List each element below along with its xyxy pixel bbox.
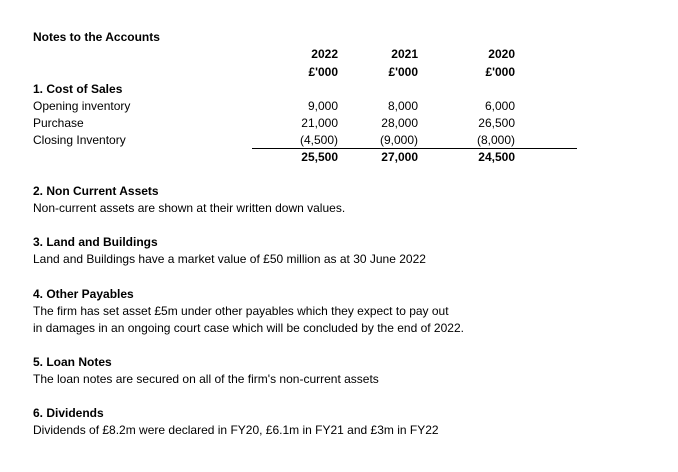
cell-closing-inventory-2022: (4,500) (299, 133, 338, 147)
cell-total-2020: 24,500 (478, 150, 515, 164)
cell-purchase-2021: 28,000 (381, 116, 418, 130)
page-title: Notes to the Accounts (33, 30, 160, 44)
cost-of-sales-heading: 1. Cost of Sales (33, 82, 123, 96)
note-6-heading: 6. Dividends (33, 406, 104, 420)
cell-purchase-2022: 21,000 (301, 116, 338, 130)
column-year-2022: 2022 (311, 47, 338, 61)
column-year-2021: 2021 (391, 47, 418, 61)
cell-closing-inventory-2021: (9,000) (379, 133, 418, 147)
row-label-purchase: Purchase (33, 116, 84, 130)
note-4-text-line-1: The firm has set asset £5m under other payables which they expect to pay out (33, 304, 449, 318)
note-2-text: Non-current assets are shown at their written down values. (33, 201, 346, 215)
note-3-heading: 3. Land and Buildings (33, 235, 158, 249)
cell-opening-inventory-2022: 9,000 (307, 99, 338, 113)
cell-opening-inventory-2020: 6,000 (484, 99, 515, 113)
cell-closing-inventory-2020: (8,000) (476, 133, 515, 147)
column-unit-2021: £'000 (388, 65, 418, 79)
note-3-text: Land and Buildings have a market value of £50 million as at 30 June 2022 (33, 252, 426, 266)
note-6-text: Dividends of £8.2m were declared in FY20, £6.1m in FY21 and £3m in FY22 (33, 423, 439, 437)
column-unit-2022: £'000 (308, 65, 338, 79)
note-4-text-line-2: in damages in an ongoing court case which will be concluded by the end of 2022. (33, 321, 464, 335)
cell-purchase-2020: 26,500 (478, 116, 515, 130)
row-label-opening-inventory: Opening inventory (33, 99, 131, 113)
note-5-text: The loan notes are secured on all of the firm's non-current assets (33, 372, 379, 386)
total-divider-line (252, 148, 577, 149)
note-4-heading: 4. Other Payables (33, 287, 134, 301)
row-label-closing-inventory: Closing Inventory (33, 133, 126, 147)
note-2-heading: 2. Non Current Assets (33, 184, 159, 198)
cell-total-2021: 27,000 (381, 150, 418, 164)
note-5-heading: 5. Loan Notes (33, 355, 112, 369)
cell-opening-inventory-2021: 8,000 (387, 99, 418, 113)
column-unit-2020: £'000 (485, 65, 515, 79)
column-year-2020: 2020 (488, 47, 515, 61)
cell-total-2022: 25,500 (301, 150, 338, 164)
